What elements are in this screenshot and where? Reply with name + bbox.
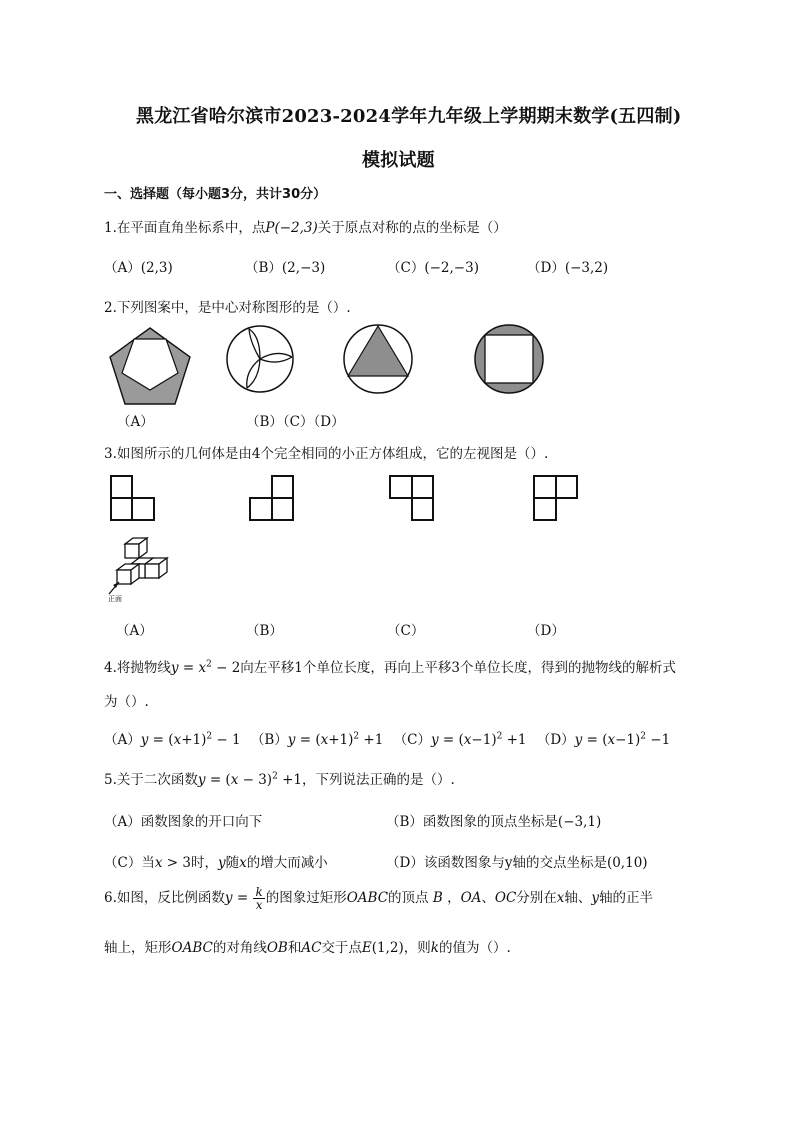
q6-ob: OB: [266, 940, 288, 956]
q6-p3: 的顶点: [388, 890, 429, 906]
q4-option-a: $y = (x+1)^2 - 1$: [140, 731, 241, 748]
q2-label-a: （A）: [117, 414, 154, 430]
q5-c-4: 的增大而减小: [246, 855, 328, 871]
q6-oabc: OABC: [346, 890, 389, 906]
question-2: 2.下列图案中，是中心对称图形的是（）.: [104, 300, 351, 316]
q6-oabc-2: OABC: [171, 940, 213, 956]
q4-mid: 向左平移1个单位长度，再向上平移3个单位长度，得到的抛物线的解析式: [240, 660, 676, 676]
q5-c-y: y: [217, 855, 226, 871]
section-heading: 一、选择题（每小题3分，共计30分）: [104, 187, 327, 202]
q6-l2-1: 轴上，矩形: [104, 940, 172, 956]
question-5: [104, 768, 455, 788]
question-3: 3.如图所示的几何体是由4个完全相同的小正方体组成，它的左视图是（）.: [104, 446, 549, 462]
q3-label-d: （D）: [527, 623, 565, 639]
q4-options: [104, 728, 670, 748]
q6-l2-2: 的对角线: [212, 940, 267, 956]
three-petal-circle-figure: [225, 324, 295, 394]
q6-l2-6: 的值为（）.: [438, 940, 511, 956]
q4-line2: 为（）.: [104, 694, 149, 710]
question-1: [104, 216, 507, 236]
q2-label-bcd: （B）（C）（D）: [246, 414, 345, 430]
q6-k: k: [430, 940, 439, 956]
q3-label-a: （A）: [116, 623, 153, 639]
q5-option-a: （A）函数图象的开口向下: [104, 814, 263, 830]
q6-p5: 、: [481, 890, 495, 906]
q4-option-d: $y = (x-1)^2 -1$: [574, 731, 671, 748]
q4-prefix: 4.将抛物线: [104, 660, 171, 676]
q1-option-c: （C）(−2,−3): [387, 260, 479, 276]
q5-option-d: [386, 851, 648, 871]
q5-option-d-text: （D）该函数图象与y轴的交点坐标是: [386, 855, 607, 871]
q1-option-b: （B）(2,−3): [245, 260, 326, 276]
q6-y: y: [591, 890, 600, 906]
q6-ac: AC: [301, 940, 322, 956]
q6-b: B: [428, 890, 448, 906]
q5-suffix: ，下列说法正确的是（）.: [302, 772, 455, 788]
q5-c-1: （C）当: [104, 855, 155, 871]
page-title: 黑龙江省哈尔滨市2023-2024学年九年级上学期期末数学(五四制): [136, 106, 682, 127]
q5-c-3: 随: [225, 855, 240, 871]
q5-c-cond: x > 3: [154, 855, 191, 871]
pentagon-figure: [108, 326, 192, 406]
q6-e-point: E(1,2): [361, 940, 404, 956]
q1-suffix: 关于原点对称的点的坐标是（）: [317, 220, 507, 236]
q3-view-c: [389, 475, 435, 521]
q6-p4: ，: [447, 890, 461, 906]
q6-function: y = $\frac{k}{x}$: [224, 885, 263, 912]
q5-equation: $y = (x - 3)^2 +1$: [197, 771, 303, 788]
q6-l2-5: ，则: [403, 940, 431, 956]
q5-option-d-value: (0,10): [606, 855, 648, 871]
q6-oa: OA: [460, 890, 482, 906]
page-subtitle: 模拟试题: [362, 150, 435, 171]
q5-prefix: 5.关于二次函数: [104, 772, 198, 788]
q4-option-c: $y = (x-1)^2 +1$: [430, 731, 527, 748]
q3-view-a: [110, 475, 156, 521]
q4-equation: $y = x^2 - 2$: [170, 659, 241, 676]
q5-option-b-text: （B）函数图象的顶点坐标是: [386, 814, 558, 830]
q1-prefix: 1.在平面直角坐标系中，点: [104, 220, 266, 236]
q6-x: x: [556, 890, 565, 906]
q4-label-b: （B）: [250, 732, 288, 748]
q4-label-a: （A）: [104, 732, 141, 748]
q6-oc: OC: [494, 890, 517, 906]
q1-point: P(−2,3): [265, 220, 318, 236]
question-6-line2: [104, 936, 511, 956]
q1-option-d: （D）(−3,2): [527, 260, 609, 276]
q6-p2: 的图象过矩形: [265, 890, 347, 906]
q6-l2-3: 和: [287, 940, 302, 956]
q6-p7: 轴、: [564, 890, 592, 906]
q4-label-c: （C）: [393, 732, 431, 748]
q4-option-b: $y = (x+1)^2 +1$: [287, 731, 384, 748]
q6-p8: 轴的正半: [599, 890, 654, 906]
q3-view-b: [249, 475, 295, 521]
q6-p1: 6.如图，反比例函数: [104, 890, 225, 906]
q5-c-2: 时，: [190, 855, 218, 871]
q5-option-b: [386, 810, 601, 830]
q3-view-d: [533, 475, 579, 521]
q5-option-b-value: (−3,1): [557, 814, 602, 830]
front-label: 正面: [108, 595, 122, 603]
square-in-circle-figure: [473, 323, 545, 395]
question-6-line1: [104, 886, 653, 911]
q3-label-b: （B）: [246, 623, 283, 639]
q1-option-a: （A）(2,3): [104, 260, 173, 276]
q5-option-c: [104, 851, 328, 871]
q6-l2-4: 交于点: [321, 940, 362, 956]
q5-c-x: x: [239, 855, 247, 871]
q3-label-c: （C）: [387, 623, 425, 639]
triangle-in-circle-figure: [342, 323, 414, 395]
q6-p6: 分别在: [516, 890, 557, 906]
q4-label-d: （D）: [536, 732, 575, 748]
question-4: [104, 656, 676, 676]
